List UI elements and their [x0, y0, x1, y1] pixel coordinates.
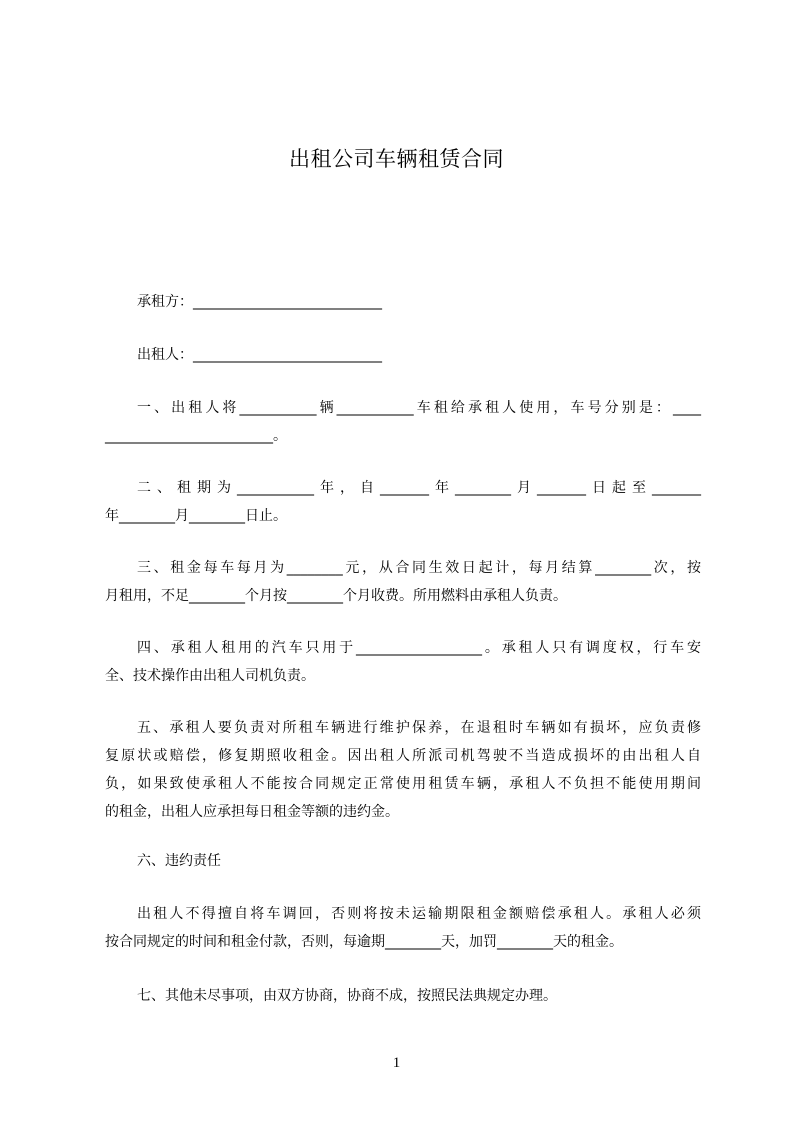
clause-4-row-2: 全、技术操作由出租人司机负责。	[105, 668, 315, 684]
clause-4	[105, 634, 701, 690]
clause-5-row-2: 复原状或赔偿，修复期照收租金。因出租人所派司机驾驶不当造成损坏的由出租人自	[105, 748, 701, 764]
clause-2-row-2: 年________月________日止。	[105, 508, 287, 524]
clause-5	[105, 714, 701, 826]
lessee-line: 承租方：___________________________	[137, 294, 382, 310]
clause-1-row-1: 一、出租人将___________辆___________车租给承租人使用，车号分别是：____	[137, 400, 701, 416]
clause-2-row-1: 二、租期为___________年，自_______年________月_______日起至_______	[137, 480, 701, 496]
clause-1-row-2: ________________________。	[105, 428, 287, 444]
clause-3-row-2: 月租用，不足________个月按________个月收费。所用燃料由承租人负责。	[105, 588, 567, 604]
lessor-line: 出租人：___________________________	[137, 347, 382, 363]
document-title: 出租公司车辆租赁合同	[289, 147, 504, 171]
clause-5-row-1: 五、承租人要负责对所租车辆进行维护保养，在退租时车辆如有损坏，应负责修	[137, 720, 701, 736]
clause-6-body	[105, 900, 701, 956]
clause-2	[105, 474, 701, 530]
clause-1	[105, 394, 701, 450]
clause-6-row-2: 按合同规定的时间和租金付款，否则，每逾期________天，加罚________天的租金。	[105, 934, 623, 950]
clause-7: 七、其他未尽事项，由双方协商，协商不成，按照民法典规定办理。	[137, 988, 557, 1004]
page-number: 1	[392, 1055, 401, 1071]
clause-3	[105, 554, 701, 610]
clause-5-row-3: 负，如果致使承租人不能按合同规定正常使用租赁车辆，承租人不负担不能使用期间	[105, 776, 701, 792]
clause-3-row-1: 三、租金每车每月为________元，从合同生效日起计，每月结算________次，按	[137, 560, 701, 576]
clause-4-row-1: 四、承租人租用的汽车只用于__________________。承租人只有调度权，行车安	[137, 640, 701, 656]
clause-5-row-4: 的租金，出租人应承担每日租金等额的违约金。	[105, 804, 399, 820]
clause-6-heading: 六、违约责任	[137, 853, 221, 869]
clause-6-row-1: 出租人不得擅自将车调回，否则将按未运输期限租金额赔偿承租人。承租人必须	[137, 906, 701, 922]
